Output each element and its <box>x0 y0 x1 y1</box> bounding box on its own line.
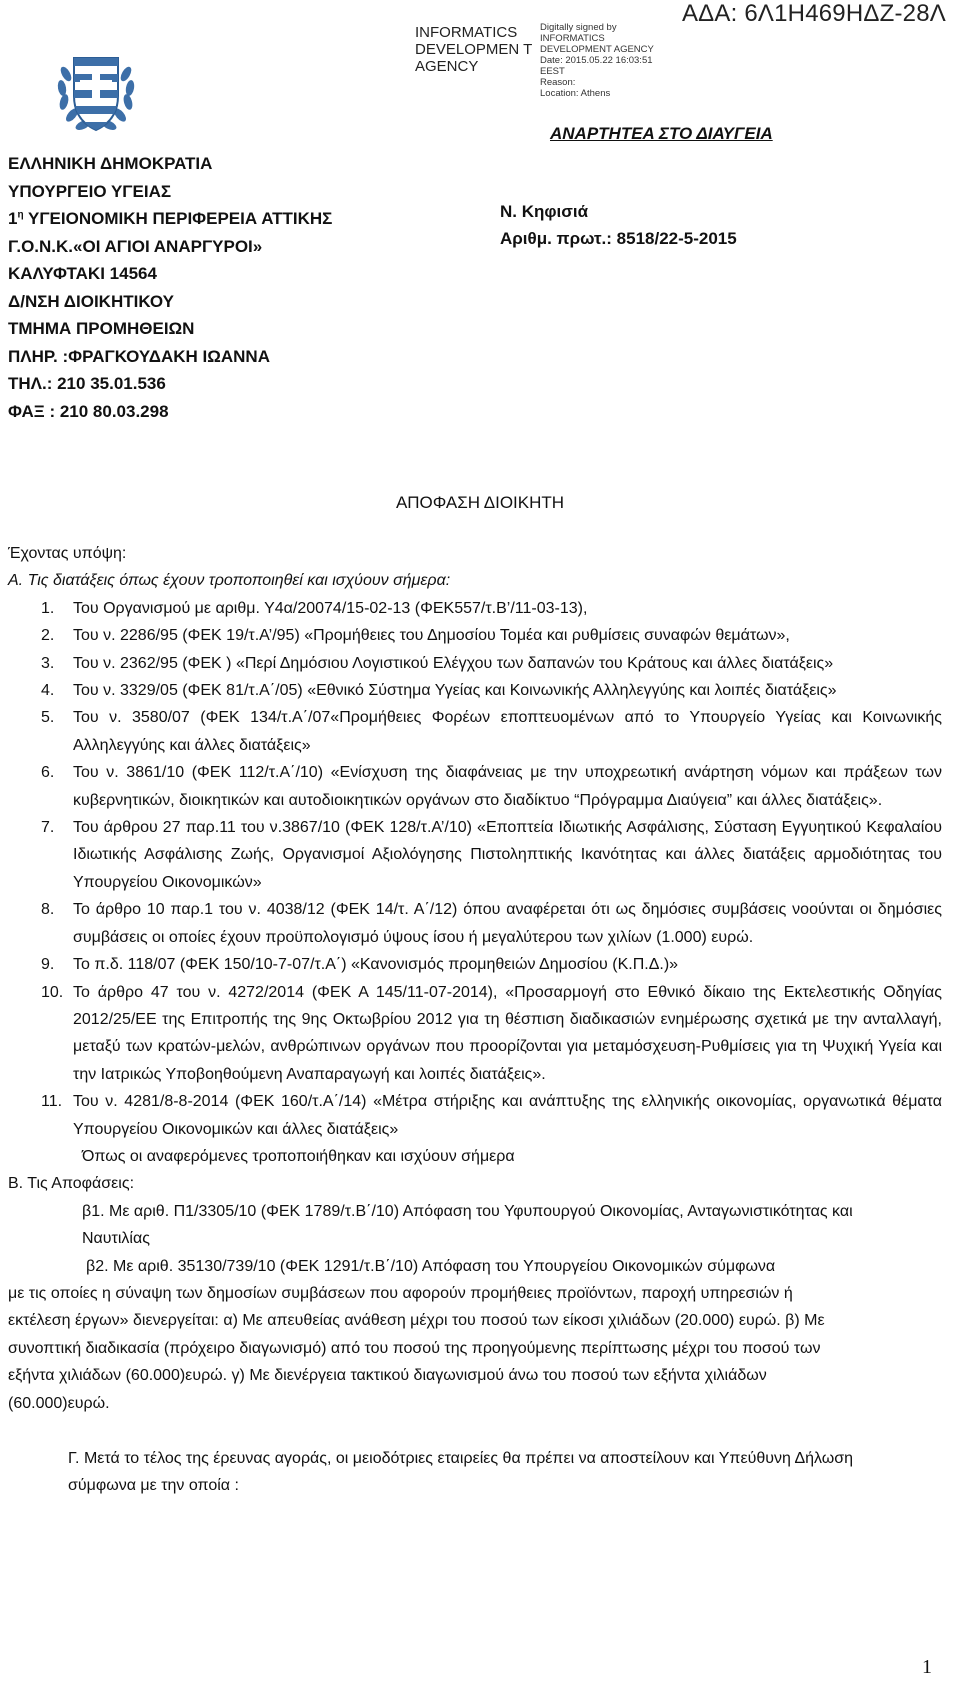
list-item <box>8 814 958 896</box>
list-item-text: Του ν. 3580/07 (ΦΕΚ 134/τ.Α΄/07«Προμήθειες Φορέων εποπτευομένων από το Υπουργείο Υγείας και Κοινωνικής Αλληλεγγύης και άλλες διατάξεις» <box>73 709 942 754</box>
region-number: 1 <box>8 209 18 228</box>
signature-location: Location: Athens <box>540 88 611 99</box>
region-name: ΥΓΕΙΟΝΟΜΙΚΗ ΠΕΡΙΦΕΡΕΙΑ ΑΤΤΙΚΗΣ <box>23 209 333 228</box>
list-item-text: Του άρθρου 27 παρ.11 του ν.3867/10 (ΦΕΚ 128/τ.Α’/10) «Εποπτεία Ιδιωτικής Ασφάλισης, Σύσταση Εγγυητικού Κεφαλαίου Ιδιωτικής Ασφάλισης Ζωής, Οργανισμοί Αξιολόγησης Πιστοληπτικής Ικανότητας και άλλες διατάξεις αρμοδιότητας του Υπουργείου Οικονομικών» <box>73 819 942 891</box>
list-item <box>8 622 958 649</box>
list-item <box>8 650 958 677</box>
list-item <box>8 896 958 951</box>
list-item <box>8 677 958 704</box>
list-item-text: Το π.δ. 118/07 (ΦΕΚ 150/10-7-07/τ.Α΄) «Κανονισμός προμηθειών Δημοσίου (Κ.Π.Δ.)» <box>73 956 679 974</box>
decision-b2 <box>8 1253 858 1417</box>
list-item <box>8 951 958 978</box>
page-number: 1 <box>922 1656 932 1678</box>
list-item-number: 6. <box>41 764 55 782</box>
sender-phone: ΤΗΛ.: 210 35.01.536 <box>8 374 166 393</box>
list-item-number: 11. <box>41 1093 63 1111</box>
list-item-text: Το άρθρο 47 του ν. 4272/2014 (ΦΕΚ Α 145/11-07-2014), «Προσαρμογή στο Εθνικό δίκαιο της Εκτελεστικής Οδηγίας 2012/25/ΕΕ της Επιτροπής της 9ης Οκτωβρίου 2012 για τη θέσπιση διαδικασιών ενημέρωσης σχετικά με την ανταλλαγή, μεταξύ των κρατών-μελών, ανθρώπινων οργάνων που προορίζονται για μεταμόσχευση-Ρυθμίσεις για τη Ψυχική Υγεία και την Ιατρικώς Υποβοηθούμενη Αναπαραγωγή και λοιπές διατάξεις». <box>73 983 942 1083</box>
sender-line: ΕΛΛΗΝΙΚΗ ΔΗΜΟΚΡΑΤΙΑ <box>8 154 213 173</box>
signature-line: INFORMATICS <box>540 33 605 44</box>
signing-agency-name: INFORMATICS DEVELOPMEN T AGENCY <box>415 24 532 75</box>
list-item-number: 2. <box>41 627 55 645</box>
legal-references-list <box>8 595 958 1143</box>
section-a-heading: Α. Τις διατάξεις όπως έχουν τροποποιηθεί και ισχύουν σήμερα: <box>8 572 451 590</box>
list-item <box>8 759 958 814</box>
decision-b2-lead: β2. Με αριθ. 35130/739/10 (ΦΕΚ 1291/τ.Β΄/10) Απόφαση του Υπουργείου Οικονομικών σύμφωνα <box>86 1257 776 1275</box>
signature-date: Date: 2015.05.22 16:03:51 <box>540 55 653 66</box>
section-b-heading: Β. Τις Αποφάσεις: <box>8 1175 135 1193</box>
sender-contact-person: ΠΛΗΡ. :ΦΡΑΓΚΟΥΔΑΚΗ ΙΩΑΝΝΑ <box>8 346 270 366</box>
decision-b2-text: με τις οποίες η σύναψη των δημοσίων συμβάσεων που αφορούν προμήθειες προϊόντων, παροχή υπηρεσιών ή εκτέλεση έργων» διενεργείται: α) Με απευθείας ανάθεση μέχρι του ποσού των είκοσι χιλιάδων (20.000) ευρώ. β) Με συνοπτική διαδικασία (πρόχειρο διαγωνισμό) από του ποσού της προηγούμενης περίπτωσης μέχρι του ποσού των εξήντα χιλιάδων (60.000)ευρώ. γ) Με διενέργεια τακτικού διαγωνισμού άνω του ποσού των εξήντα χιλιάδων (60.000)ευρώ. <box>8 1284 825 1412</box>
list-item-text: Του ν. 4281/8-8-2014 (ΦΕΚ 160/τ.Α΄/14) «Μέτρα στήριξης και ανάπτυξης της ελληνικής οικονομίας, οργανωτικά θέματα Υπουργείου Οικονομικών και άλλες διατάξεις» <box>73 1093 942 1138</box>
list-item <box>8 704 958 759</box>
signature-line: Digitally signed by <box>540 22 617 33</box>
ada-code: ΑΔΑ: 6Λ1Η469ΗΔΖ-28Λ <box>681 0 946 27</box>
list-item-text: Του ν. 3861/10 (ΦΕΚ 112/τ.Α΄/10) «Ενίσχυση της διαφάνειας με την υποχρεωτική ανάρτηση νόμων και πράξεων των κυβερνητικών, διοικητικών και αυτοδιοικητικών οργάνων στο διαδίκτυο “Πρόγραμμα Διαύγεια” και άλλες διατάξεις». <box>73 764 942 809</box>
list-item-number: 7. <box>41 819 55 837</box>
sender-line: ΚΑΛΥΦΤΑΚΙ 14564 <box>8 264 157 283</box>
signature-line: EEST <box>540 66 565 77</box>
list-item <box>8 1088 958 1143</box>
list-item-number: 5. <box>41 709 55 727</box>
as-amended-note: Όπως οι αναφερόμενες τροποποιήθηκαν και ισχύουν σήμερα <box>82 1147 515 1165</box>
sender-line: Δ/ΝΣΗ ΔΙΟΙΚΗΤΙΚΟΥ <box>8 291 174 311</box>
list-item-number: 4. <box>41 682 55 700</box>
section-g-text: Γ. Μετά το τέλος της έρευνας αγοράς, οι μειοδότριες εταιρείες θα πρέπει να αποστείλουν και Υπεύθυνη Δήλωση σύμφωνα με την οποία : <box>68 1450 854 1495</box>
list-item-text: Του ν. 2286/95 (ΦΕΚ 19/τ.Α’/95) «Προμήθειες του Δημοσίου Τομέα και ρυθμίσεις συναφών θεμάτων», <box>73 627 790 645</box>
list-item-number: 1. <box>41 599 55 617</box>
list-item-text: Του Οργανισμού με αριθμ. Υ4α/20074/15-02-13 (ΦΕΚ557/τ.Β’/11-03-13), <box>73 599 588 617</box>
considering-heading: Έχοντας υπόψη: <box>8 545 127 562</box>
region-ordinal: η <box>17 209 24 221</box>
sender-fax: ΦΑΞ : 210 80.03.298 <box>8 401 169 421</box>
list-item-text: Του ν. 3329/05 (ΦΕΚ 81/τ.Α΄/05) «Εθνικό Σύστημα Υγείας και Κοινωνικής Αλληλεγγύης και λοιπές διατάξεις» <box>73 682 837 700</box>
signature-line: DEVELOPMENT AGENCY <box>540 44 654 55</box>
document-body <box>8 540 958 1500</box>
signature-reason: Reason: <box>540 77 576 88</box>
list-item <box>8 979 958 1089</box>
protocol-number: Αριθμ. πρωτ.: 8518/22-5-2015 <box>500 229 737 248</box>
list-item-text: Το άρθρο 10 παρ.1 του ν. 4038/12 (ΦΕΚ 14/τ. Α΄/12) όπου αναφέρεται ότι ως δημόσιες συμβάσεις νοούνται οι δημόσιες συμβάσεις οι οποίες έχουν προϋπολογισμό ύψους ίσου ή μεγαλύτερου των χιλίων (1.000) ευρώ. <box>73 901 942 946</box>
greek-republic-emblem <box>52 44 140 136</box>
sender-line-region <box>8 205 332 233</box>
list-item <box>8 595 958 622</box>
list-item-text: Του ν. 2362/95 (ΦΕΚ ) «Περί Δημόσιου Λογιστικού Ελέγχου των δαπανών του Κράτους και άλλες διατάξεις» <box>73 654 834 672</box>
sender-line: ΥΠΟΥΡΓΕΙΟ ΥΓΕΙΑΣ <box>8 181 172 201</box>
sender-line: Γ.Ο.Ν.Κ.«ΟΙ ΑΓΙΟΙ ΑΝΑΡΓΥΡΟΙ» <box>8 236 263 256</box>
sender-block <box>8 150 332 425</box>
sender-line: ΤΜΗΜΑ ΠΡΟΜΗΘΕΙΩΝ <box>8 319 195 338</box>
list-item-number: 8. <box>41 901 55 919</box>
city: Ν. Κηφισιά <box>500 202 589 221</box>
decision-b1: β1. Με αριθ. Π1/3305/10 (ΦΕΚ 1789/τ.Β΄/10) Απόφαση του Υφυπουργού Οικονομίας, Ανταγωνιστικότητας και Ναυτιλίας <box>82 1202 853 1248</box>
publish-note: ΑΝΑΡΤΗΤΕΑ ΣΤΟ ΔΙΑΥΓΕΙΑ <box>550 124 773 143</box>
list-item-number: 9. <box>41 956 55 974</box>
list-item-number: 3. <box>41 654 55 672</box>
document-title: ΑΠΟΦΑΣΗ ΔΙΟΙΚΗΤΗ <box>395 493 565 512</box>
list-item-number: 10. <box>41 983 64 1001</box>
digital-signature-block <box>540 22 690 99</box>
